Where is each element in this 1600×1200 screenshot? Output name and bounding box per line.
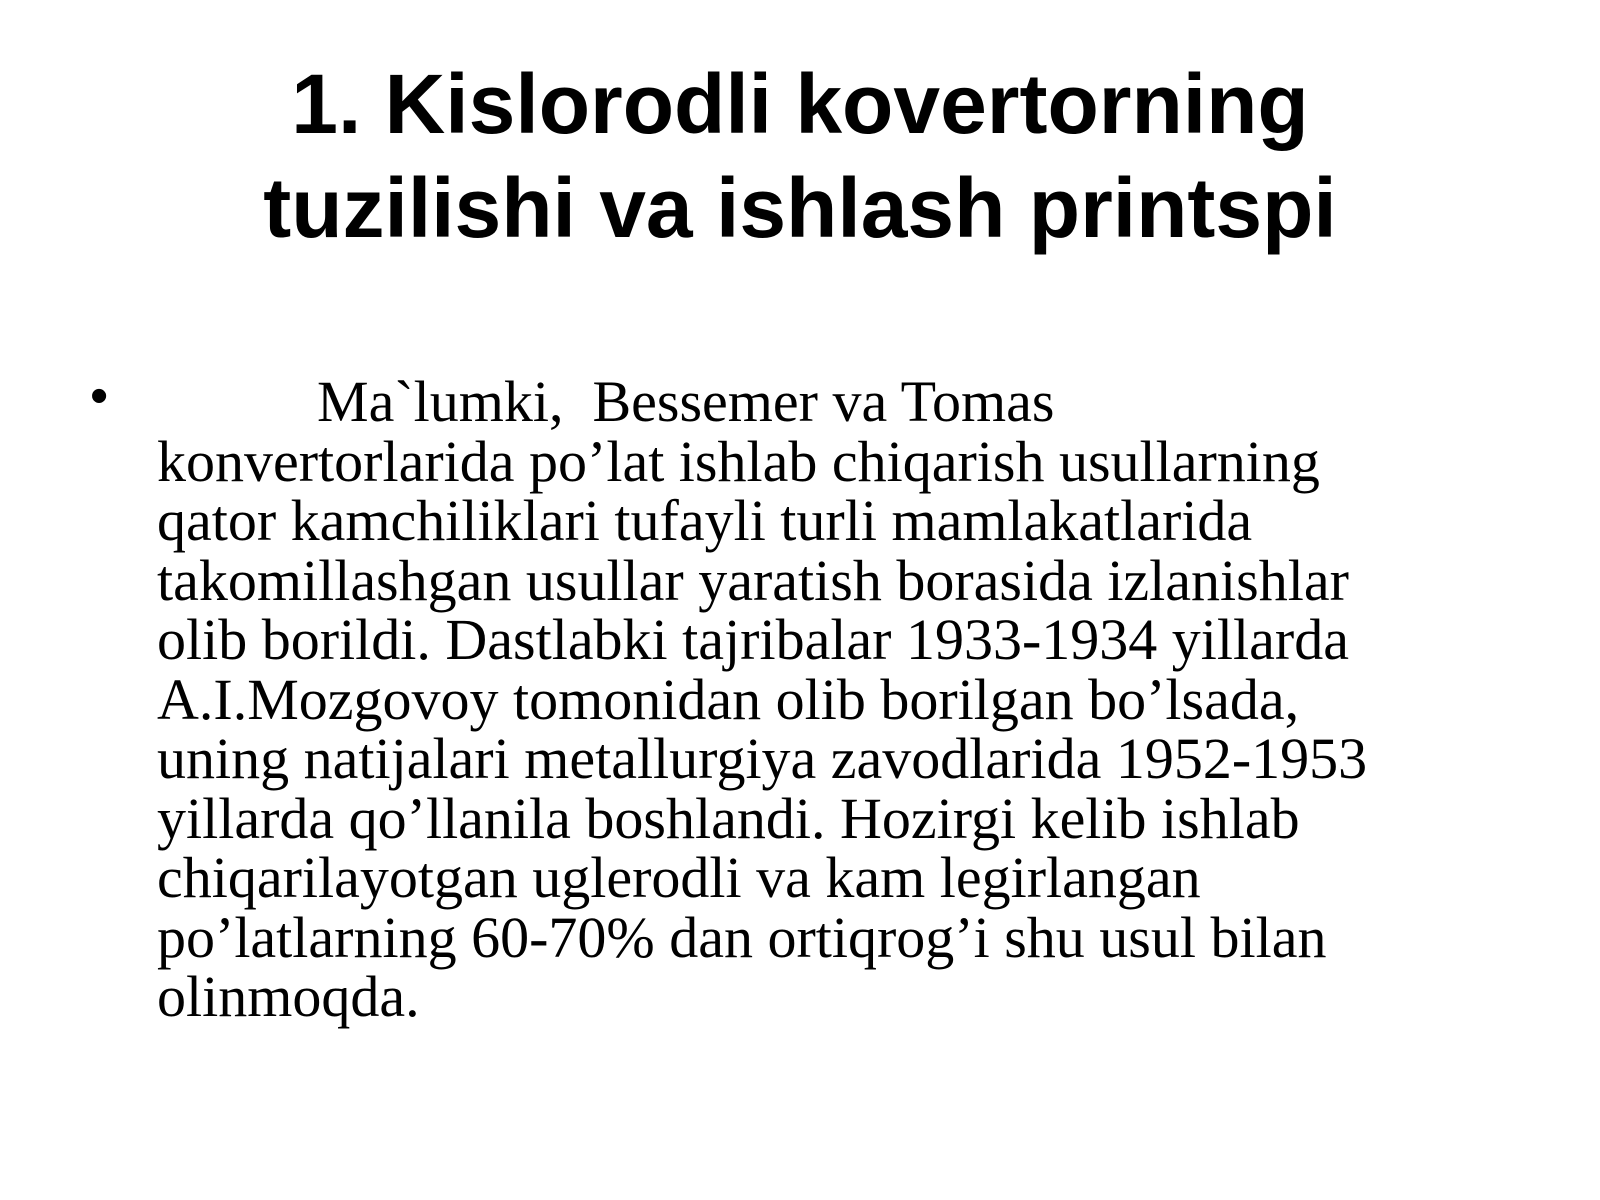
bullet-list: [90, 367, 1490, 1029]
slide-title-line-1: 1. Kislorodli kovertorning: [291, 57, 1309, 151]
slide-title: [80, 52, 1520, 260]
paragraph-line: [157, 369, 1490, 434]
paragraph-line: olinmoqda.: [157, 964, 420, 1029]
paragraph-line: yillarda qo’llanila boshlandi. Hozirgi kelib ishlab: [157, 785, 1300, 851]
paragraph-line: qator kamchiliklari tufayli turli mamlakatlarida: [157, 488, 1253, 553]
slide-title-line-2: tuzilishi va ishlash printspi: [263, 161, 1337, 255]
paragraph-line: uning natijalari metallurgiya zavodlarida 1952-1953: [157, 726, 1368, 791]
bullet-paragraph: [157, 369, 1490, 1029]
paragraph-line-text: Ma`lumki, Bessemer va Tomas: [317, 369, 1055, 434]
paragraph-line: chiqarilayotgan uglerodli va kam legirlangan: [157, 845, 1201, 910]
bullet-item: [90, 367, 1490, 1029]
paragraph-line: po’latlarning 60-70% dan ortiqrog’i shu usul bilan: [157, 904, 1327, 970]
paragraph-line: A.I.Mozgovoy tomonidan olib borilgan bo’lsada,: [157, 666, 1300, 732]
paragraph-line: takomillashgan usullar yaratish borasida izlanishlar: [157, 547, 1349, 613]
paragraph-line: olib borildi. Dastlabki tajribalar 1933-1934 yillarda: [157, 607, 1349, 672]
paragraph-line: konvertorlarida po’lat ishlab chiqarish usullarning: [157, 428, 1320, 494]
bullet-marker: •: [90, 367, 109, 425]
